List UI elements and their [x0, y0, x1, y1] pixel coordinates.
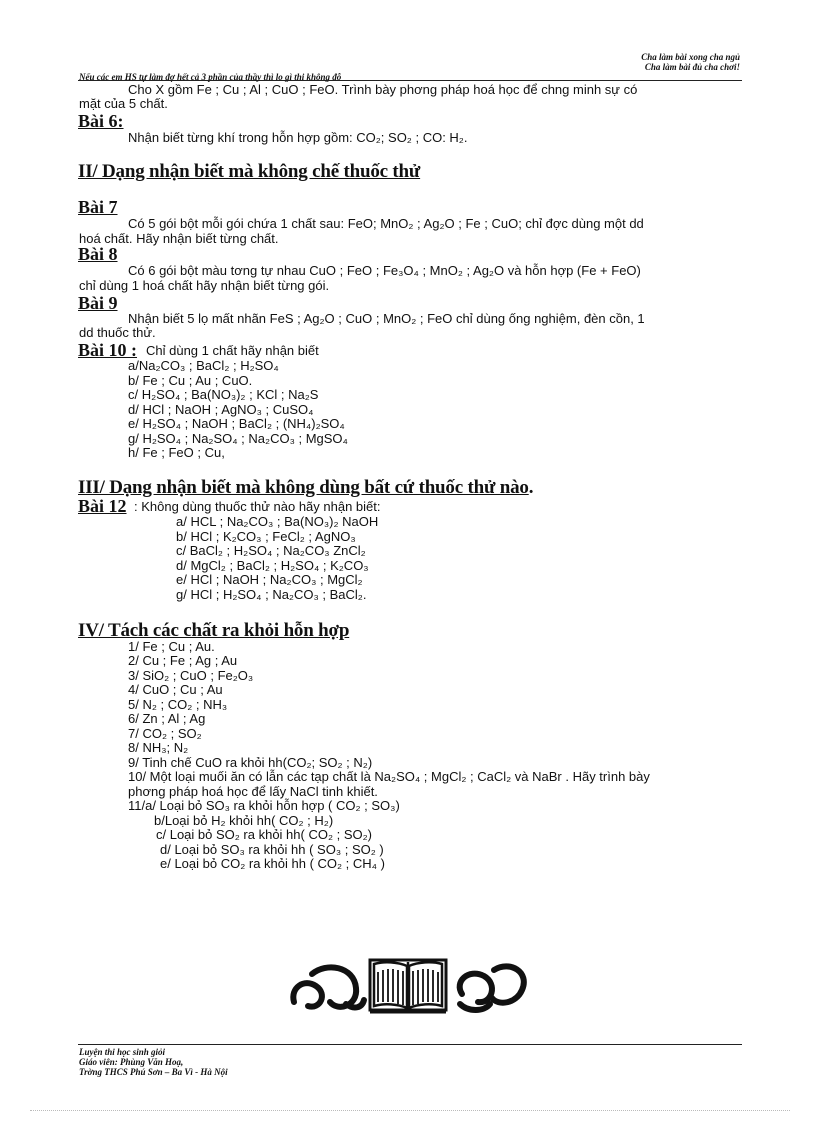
- list-item: b/ Fe ; Cu ; Au ; CuO.: [128, 373, 253, 388]
- footer-rule: [78, 1044, 742, 1045]
- bai8-line-1: Có 6 gói bột màu tơng tự nhau CuO ; FeO ; Fe₃O₄ ; MnO₂ ; Ag₂O và hỗn hợp (Fe + FeO): [128, 263, 641, 278]
- bai10-title: Bài 10 :: [78, 340, 138, 360]
- list-item: 9/ Tinh chế CuO ra khỏi hh(CO₂; SO₂ ; N₂): [128, 755, 373, 770]
- header-quote-line1: Cha làm bài xong cha ngủ: [641, 52, 740, 62]
- footer-line-3: Trờng THCS Phú Sơn – Ba Vì - Hà Nội: [79, 1067, 228, 1077]
- section4-title: IV/ Tách các chất ra khỏi hỗn hợp: [78, 620, 350, 641]
- intro-line-1: Cho X gồm Fe ; Cu ; Al ; CuO ; FeO. Trình bày phơng pháp hoá học để chng minh sự có: [128, 82, 638, 97]
- list-item: 4/ CuO ; Cu ; Au: [128, 682, 223, 697]
- intro-line-2: mặt của 5 chất.: [79, 96, 168, 111]
- section3-title-dot: .: [528, 477, 534, 498]
- bai9-line-1: Nhận biết 5 lọ mất nhãn FeS ; Ag₂O ; CuO ; MnO₂ ; FeO chỉ dùng ống nghiệm, đèn cồn, 1: [128, 311, 645, 326]
- bai8-line-2: chỉ dùng 1 hoá chất hãy nhận biết từng gói.: [79, 278, 330, 293]
- bai12-title: Bài 12: [78, 496, 127, 516]
- list-item: 7/ CO₂ ; SO₂: [128, 726, 202, 741]
- bai6-text: Nhận biết từng khí trong hỗn hợp gồm: CO₂; SO₂ ; CO: H₂.: [128, 130, 468, 145]
- list-item: c/ Loại bỏ SO₂ ra khỏi hh( CO₂ ; SO₂): [156, 827, 372, 842]
- section3-title-text: III/ Dạng nhận biết mà không dùng bất cứ thuốc thử nào: [78, 477, 529, 498]
- bai7-title: Bài 7: [78, 197, 118, 217]
- open-book-icon: [370, 960, 446, 1012]
- footer-line-2: Giáo viên: Phùng Văn Hoạ,: [79, 1057, 184, 1067]
- list-item: h/ Fe ; FeO ; Cu,: [128, 445, 225, 460]
- bai9-title: Bài 9: [78, 293, 118, 313]
- footer-line-1: Luyện thi học sinh giỏi: [79, 1047, 166, 1057]
- list-item: 6/ Zn ; Al ; Ag: [128, 711, 206, 726]
- section3-title: [78, 478, 533, 498]
- list-item: a/ HCL ; Na₂CO₃ ; Ba(NO₃)₂ NaOH: [176, 514, 379, 529]
- list-item: e/ H₂SO₄ ; NaOH ; BaCl₂ ; (NH₄)₂SO₄: [128, 416, 345, 431]
- list-item: 5/ N₂ ; CO₂ ; NH₃: [128, 697, 228, 712]
- list-item: g/ H₂SO₄ ; Na₂SO₄ ; Na₂CO₃ ; MgSO₄: [128, 431, 348, 446]
- bai8-title: Bài 8: [78, 244, 118, 264]
- list-item: 3/ SiO₂ ; CuO ; Fe₂O₃: [128, 668, 254, 683]
- list-item: phơng pháp hoá học để lấy NaCl tinh khiết.: [128, 784, 378, 799]
- list-item: g/ HCl ; H₂SO₄ ; Na₂CO₃ ; BaCl₂.: [176, 587, 367, 602]
- left-swirl-icon: [293, 967, 364, 1007]
- bai7-line-1: Có 5 gói bột mỗi gói chứa 1 chất sau: FeO; MnO₂ ; Ag₂O ; Fe ; CuO; chỉ đợc dùng một dd: [128, 216, 644, 231]
- list-item: c/ BaCl₂ ; H₂SO₄ ; Na₂CO₃ ZnCl₂: [176, 543, 366, 558]
- list-item: 11/a/ Loại bỏ SO₃ ra khỏi hỗn hợp ( CO₂ ; SO₃): [128, 798, 400, 813]
- header-note: Nếu các em HS tự làm đợ hết cả 3 phần của thầy thì lo gì thi không đỗ: [79, 72, 342, 82]
- section2-title: II/ Dạng nhận biết mà không chế thuốc thử: [78, 161, 421, 182]
- list-item: 10/ Một loại muối ăn có lẫn các tạp chất là Na₂SO₄ ; MgCl₂ ; CaCl₂ và NaBr . Hãy trình bày: [128, 769, 650, 784]
- bai10-intro: Chỉ dùng 1 chất hãy nhận biết: [146, 343, 319, 358]
- list-item: b/ HCl ; K₂CO₃ ; FeCl₂ ; AgNO₃: [176, 529, 356, 544]
- list-item: b/Loại bỏ H₂ khỏi hh( CO₂ ; H₂): [154, 813, 334, 828]
- bai6-title: Bài 6:: [78, 111, 124, 131]
- list-item: a/Na₂CO₃ ; BaCl₂ ; H₂SO₄: [128, 358, 279, 373]
- list-item: e/ Loại bỏ CO₂ ra khỏi hh ( CO₂ ; CH₄ ): [160, 856, 385, 871]
- list-item: 8/ NH₃; N₂: [128, 740, 189, 755]
- list-item: e/ HCl ; NaOH ; Na₂CO₃ ; MgCl₂: [176, 572, 363, 587]
- book-ornament: [284, 954, 534, 1020]
- list-item: d/ HCl ; NaOH ; AgNO₃ ; CuSO₄: [128, 402, 314, 417]
- bai12-intro: : Không dùng thuốc thử nào hãy nhận biết:: [134, 499, 381, 514]
- list-item: 2/ Cu ; Fe ; Ag ; Au: [128, 653, 238, 668]
- list-item: d/ MgCl₂ ; BaCl₂ ; H₂SO₄ ; K₂CO₃: [176, 558, 369, 573]
- bai7-line-2: hoá chất. Hãy nhận biết từng chất.: [79, 231, 279, 246]
- bai9-line-2: dd thuốc thử.: [79, 325, 156, 340]
- header-rule: [78, 80, 742, 81]
- page-bottom-border: [30, 1110, 790, 1111]
- list-item: c/ H₂SO₄ ; Ba(NO₃)₂ ; KCl ; Na₂S: [128, 387, 319, 402]
- list-item: 1/ Fe ; Cu ; Au.: [128, 639, 215, 654]
- right-swirl-icon: [460, 966, 524, 1010]
- header-quote-line2: Cha làm bài đủ cha chơi!: [644, 62, 740, 72]
- list-item: d/ Loại bỏ SO₃ ra khỏi hh ( SO₃ ; SO₂ ): [160, 842, 384, 857]
